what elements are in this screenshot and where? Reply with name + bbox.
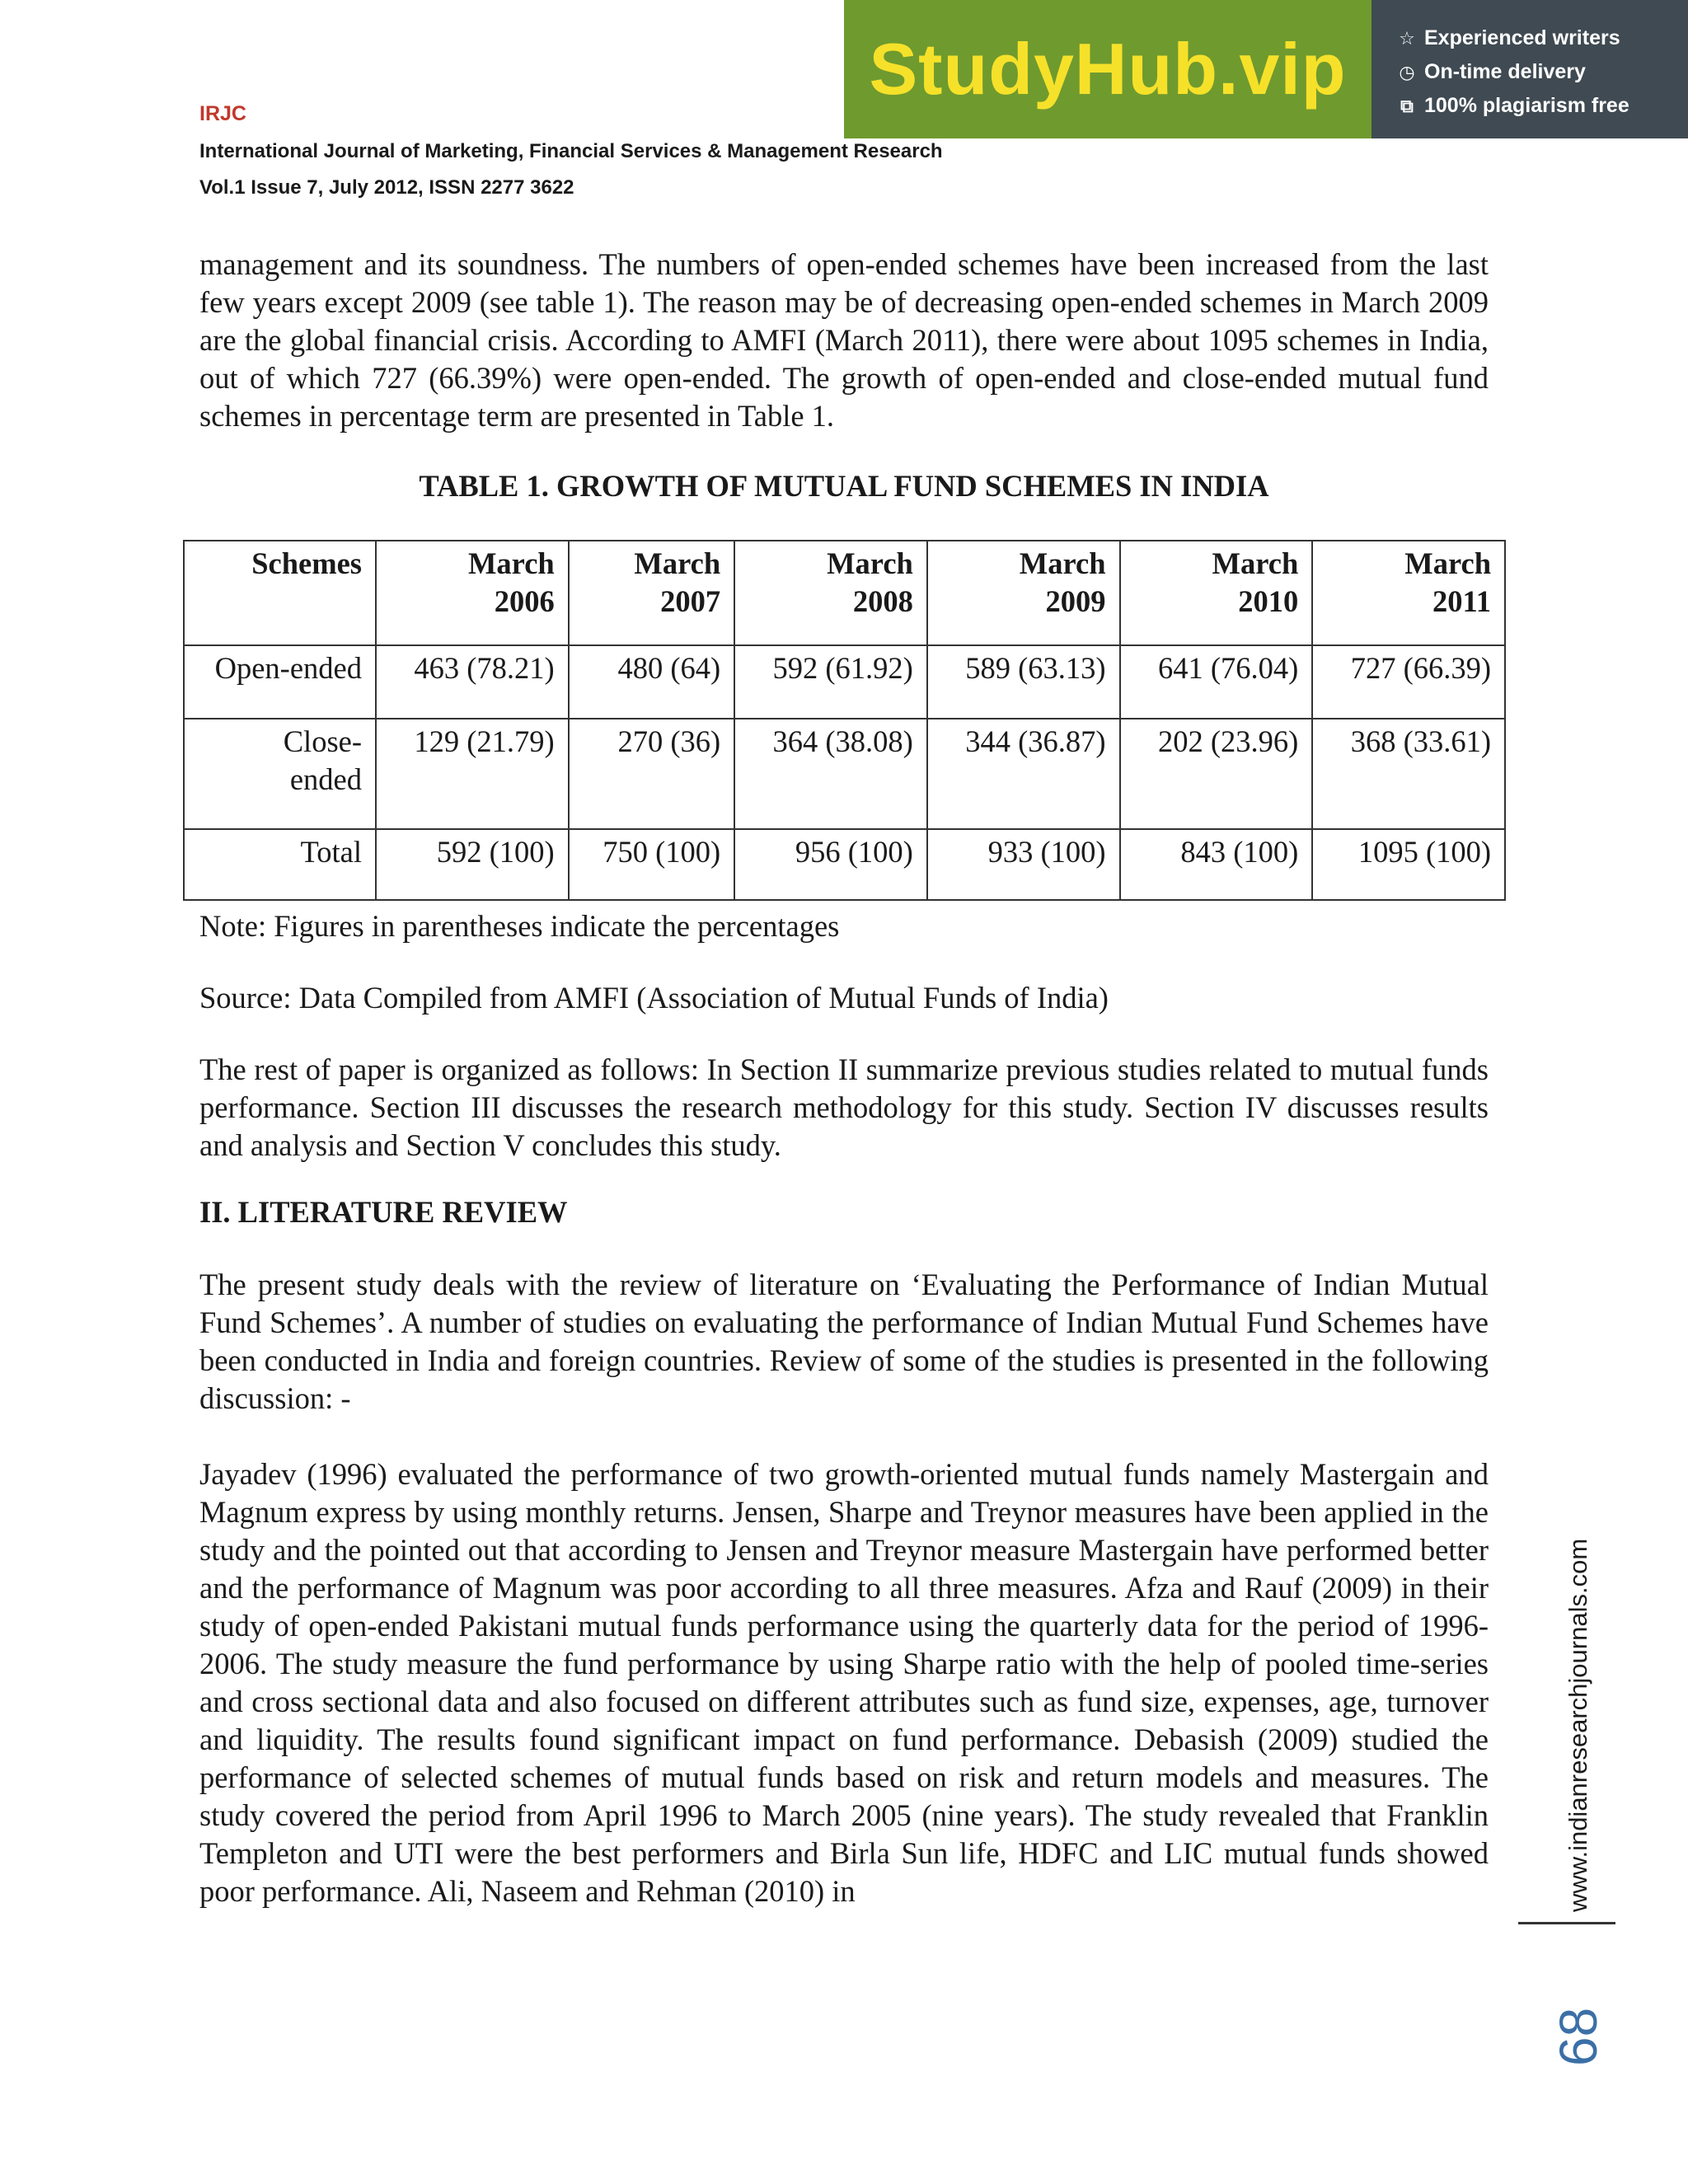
literature-intro-paragraph: The present study deals with the review of literature on ‘Evaluating the Performance of Indian Mutual Fund Schemes’. A number of studies on evaluating the performance of Indian Mutual Fund Schemes have been conducted in India and foreign countries. Review of some of the studies is presented in the following discussion: - xyxy=(199,1268,1489,1415)
table-header-row xyxy=(184,541,1505,645)
literature-body-paragraph: Jayadev (1996) evaluated the performance of two growth-oriented mutual funds namely Mastergain and Magnum express by using monthly returns. Jensen, Sharpe and Treynor measures have been applied in the study and the pointed out that according to Jensen and Treynor measure Mastergain have performed better and the performance of Magnum was poor according to all three measures. Afza and Rauf (2009) in their study of open-ended Pakistani mutual funds performance using the quarterly data for the period of 1996-2006. The study measure the fund performance by using Sharpe ratio with the help of pooled time-series and cross sectional data and also focused on different attributes such as fund size, expenses, age, turnover and liquidity. The results found significant impact on fund performance. Debasish (2009) studied the performance of selected schemes of mutual funds based on risk and return models and measures. The study covered the period from April 1996 to March 2005 (nine years). The study revealed that Franklin Templeton and UTI were the best performers and Birla Sun life, HDFC and LIC mutual funds showed poor performance. Ali, Naseem and Rehman (2010) in xyxy=(199,1457,1489,1908)
side-divider xyxy=(1518,1922,1615,1924)
organization-paragraph: The rest of paper is organized as follows: In Section II summarize previous studies related to mutual funds performance. Section III discusses the research methodology for this study. Section IV discusses results and analysis and Section V concludes this study. xyxy=(199,1052,1489,1162)
table-cell: 480 (64) xyxy=(569,645,734,719)
table-row xyxy=(184,719,1505,829)
copy-icon: ⧉ xyxy=(1400,95,1414,116)
table-cell: 344 (36.87) xyxy=(927,719,1120,829)
table-cell: 129 (21.79) xyxy=(376,719,569,829)
banner-feature-label: On-time delivery xyxy=(1424,60,1586,83)
column-header: March 2011 xyxy=(1312,541,1505,645)
table-note: Note: Figures in parentheses indicate the percentages xyxy=(199,909,840,943)
table-cell: 641 (76.04) xyxy=(1120,645,1313,719)
row-label: Close- ended xyxy=(184,719,376,829)
journal-brand: IRJC xyxy=(199,102,246,125)
journal-title: International Journal of Marketing, Financial Services & Management Research xyxy=(199,140,943,162)
table-cell: 592 (61.92) xyxy=(734,645,927,719)
table-cell: 592 (100) xyxy=(376,829,569,900)
column-header: March 2008 xyxy=(734,541,927,645)
table-row xyxy=(184,645,1505,719)
table-cell: 1095 (100) xyxy=(1312,829,1505,900)
table-source: Source: Data Compiled from AMFI (Association of Mutual Funds of India) xyxy=(199,981,1109,1015)
banner-feature xyxy=(1396,89,1688,123)
table-cell: 933 (100) xyxy=(927,829,1120,900)
table-cell: 589 (63.13) xyxy=(927,645,1120,719)
table-cell: 956 (100) xyxy=(734,829,927,900)
side-url: www.indianresearchjournals.com xyxy=(1564,1538,1592,1912)
column-header: March 2006 xyxy=(376,541,569,645)
row-label: Total xyxy=(184,829,376,900)
table-cell: 368 (33.61) xyxy=(1312,719,1505,829)
column-header: March 2009 xyxy=(927,541,1120,645)
page-number: 68 xyxy=(1549,2007,1608,2066)
table-cell: 364 (38.08) xyxy=(734,719,927,829)
studyhub-banner[interactable] xyxy=(844,0,1688,138)
table-row xyxy=(184,829,1505,900)
intro-paragraph: management and its soundness. The numbers of open-ended schemes have been increased from the last few years except 2009 (see table 1). The reason may be of decreasing open-ended schemes in March 2009 are the global financial crisis. According to AMFI (March 2011), there were about 1095 schemes in India, out of which 727 (66.39%) were open-ended. The growth of open-ended and close-ended mutual fund schemes in percentage term are presented in Table 1. xyxy=(199,247,1489,433)
star-icon: ☆ xyxy=(1399,27,1415,49)
section-title: II. LITERATURE REVIEW xyxy=(199,1195,568,1229)
row-label: Open-ended xyxy=(184,645,376,719)
table-cell: 843 (100) xyxy=(1120,829,1313,900)
table-cell: 463 (78.21) xyxy=(376,645,569,719)
table-title: TABLE 1. GROWTH OF MUTUAL FUND SCHEMES IN INDIA xyxy=(419,469,1269,503)
banner-feature xyxy=(1396,55,1688,89)
table-cell: 270 (36) xyxy=(569,719,734,829)
table-cell: 750 (100) xyxy=(569,829,734,900)
studyhub-logo[interactable] xyxy=(844,0,1372,138)
banner-feature xyxy=(1396,21,1688,55)
banner-feature-label: Experienced writers xyxy=(1424,26,1620,49)
banner-features xyxy=(1372,0,1688,138)
column-header: Schemes xyxy=(184,541,376,645)
table-cell: 727 (66.39) xyxy=(1312,645,1505,719)
studyhub-logo-text: StudyHub.vip xyxy=(869,28,1347,110)
growth-table xyxy=(183,540,1506,901)
column-header: March 2010 xyxy=(1120,541,1313,645)
table-cell: 202 (23.96) xyxy=(1120,719,1313,829)
column-header: March 2007 xyxy=(569,541,734,645)
clock-icon: ◷ xyxy=(1399,61,1415,82)
banner-feature-label: 100% plagiarism free xyxy=(1424,94,1629,117)
journal-volume: Vol.1 Issue 7, July 2012, ISSN 2277 3622 xyxy=(199,176,574,199)
